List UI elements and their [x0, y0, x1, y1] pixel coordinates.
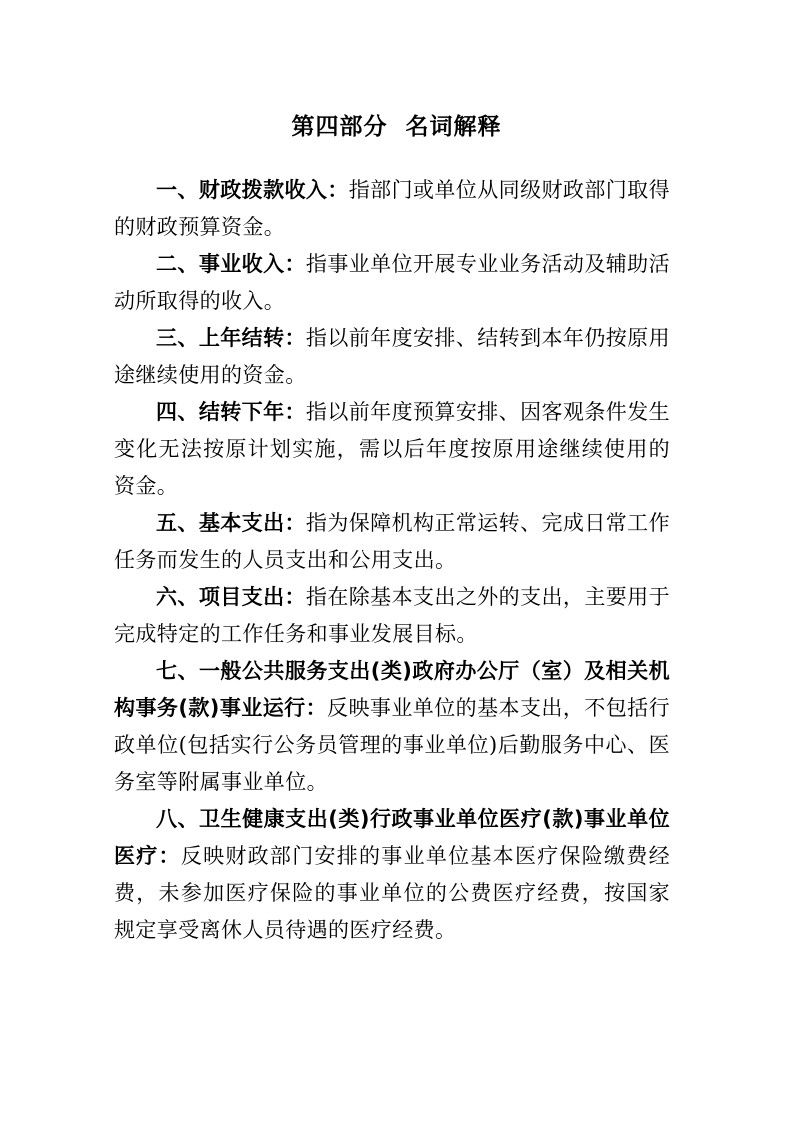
entry-definition: 指在除基本支出之外的支出，主要用于完成特定的工作任务和事业发展目标。 — [114, 585, 670, 646]
glossary-entry-5 — [114, 505, 670, 579]
glossary-entry-7 — [114, 653, 670, 801]
entry-definition: 指部门或单位从同级财政部门取得的财政预算资金。 — [114, 178, 671, 239]
entry-definition: 指事业单位开展专业业务活动及辅助活动所取得的收入。 — [114, 252, 670, 313]
glossary-entry-1 — [114, 172, 670, 246]
entry-term: 七、一般公共服务支出(类)政府办公厅（室）及相关机构事务(款)事业运行： — [114, 659, 670, 720]
entry-definition: 指以前年度预算安排、因客观条件发生变化无法按原计划实施，需以后年度按原用途继续使用的资金。 — [114, 400, 670, 498]
entry-term: 四、结转下年： — [156, 400, 306, 424]
glossary-entry-8 — [114, 801, 670, 949]
glossary-entry-4 — [114, 394, 670, 505]
entry-term: 二、事业收入： — [156, 252, 306, 276]
entry-term: 八、卫生健康支出(类)行政事业单位医疗(款)事业单位医疗： — [114, 807, 670, 868]
entry-definition: 指为保障机构正常运转、完成日常工作任务而发生的人员支出和公用支出。 — [114, 511, 670, 572]
entry-term: 五、基本支出： — [156, 511, 306, 535]
entry-term: 三、上年结转： — [156, 326, 306, 350]
glossary-entry-6 — [114, 579, 670, 653]
glossary-entry-2 — [114, 246, 670, 320]
entry-term: 一、财政拨款收入： — [156, 178, 349, 202]
glossary-body — [114, 172, 670, 949]
glossary-entry-3 — [114, 320, 670, 394]
entry-definition: 反映事业单位的基本支出，不包括行政单位(包括实行公务员管理的事业单位)后勤服务中心、医务室等附属事业单位。 — [114, 696, 670, 794]
entry-definition: 反映财政部门安排的事业单位基本医疗保险缴费经费，未参加医疗保险的事业单位的公费医疗经费，按国家规定享受离休人员待遇的医疗经费。 — [114, 844, 670, 942]
entry-definition: 指以前年度安排、结转到本年仍按原用途继续使用的资金。 — [114, 326, 670, 387]
entry-term: 六、项目支出： — [156, 585, 306, 609]
page-title: 第四部分 名词解释 — [291, 114, 502, 140]
